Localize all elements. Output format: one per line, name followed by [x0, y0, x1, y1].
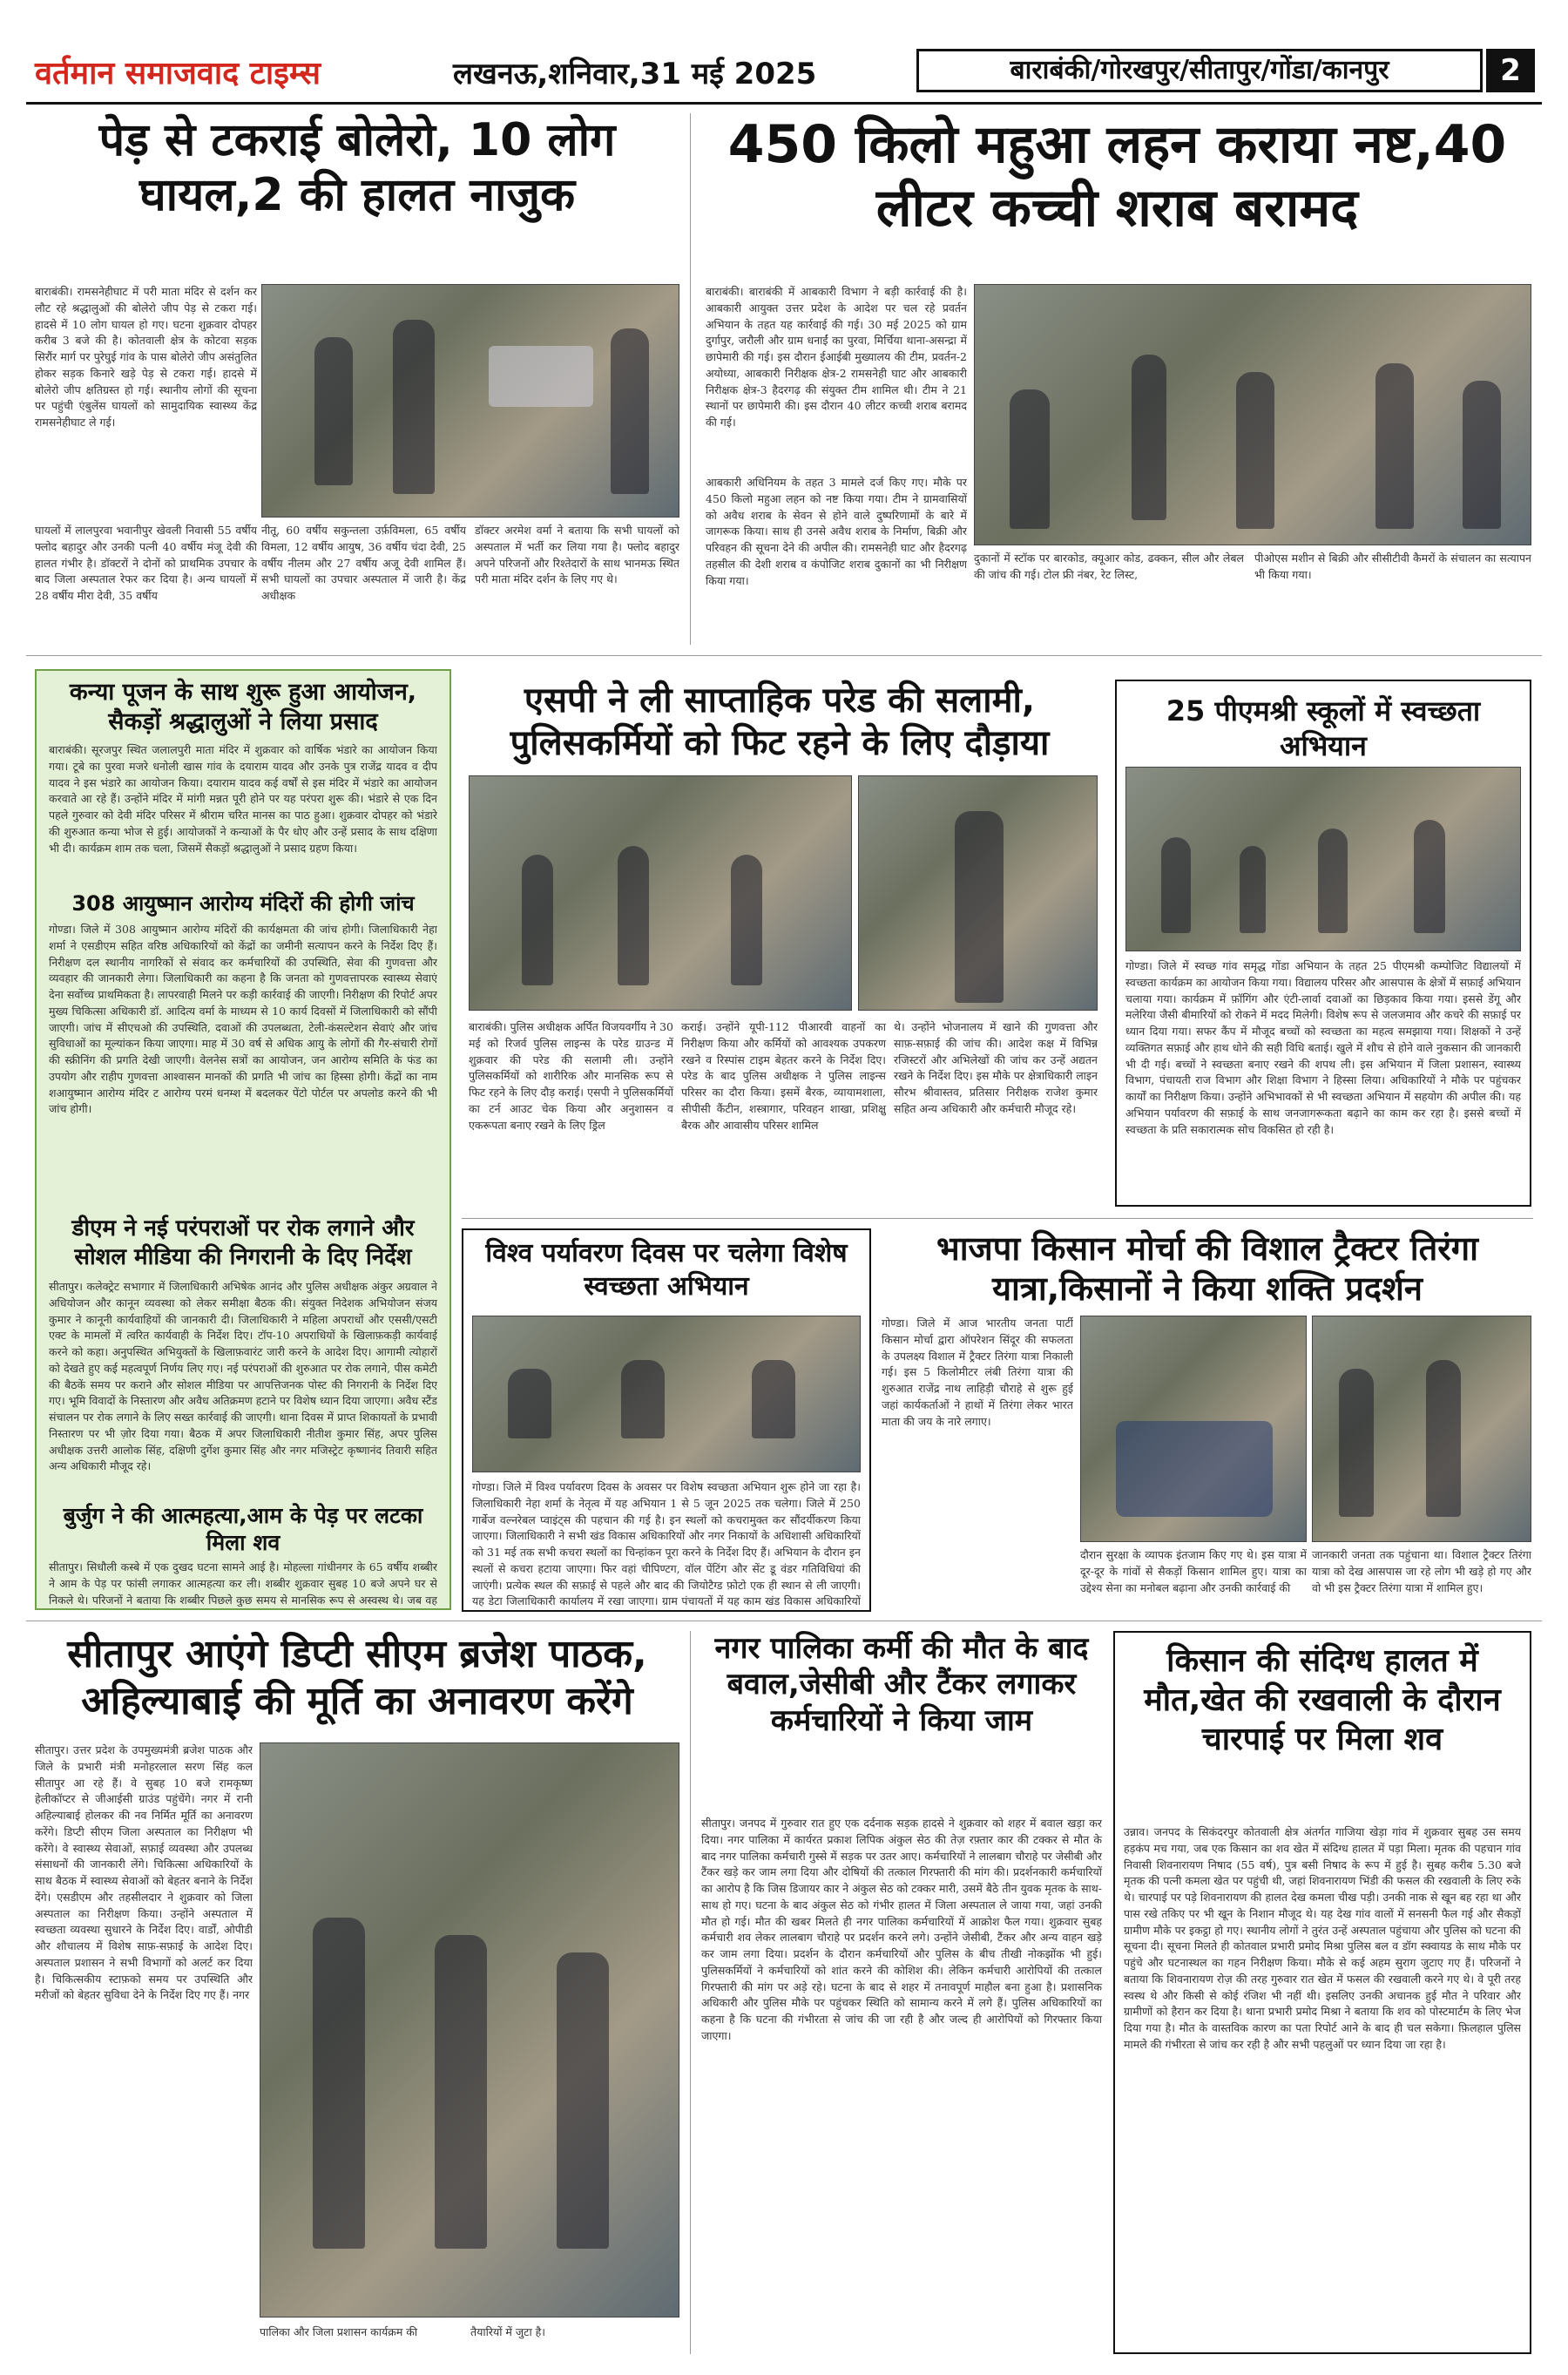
story7-body-c: थे। उन्होंने भोजनालय में खाने की गुणवत्ता और साफ़-सफ़ाई की जांच की। आदेश कक्ष में विभिन्न रजिस्टरों और अभिलेखों की जांच कर उन्हें अद्यतन रखने के निर्देश दिए। इस मौके पर क्षेत्राधिकारी लाइन सौरभ श्रीवास्तव, प्रतिसार निरीक्षक राजेश कुमार सहित अन्य अधिकारी और कर्मचारी मौजूद रहे। — [894, 1020, 1098, 1115]
dateline: लखनऊ,शनिवार,31 मई 2025 — [453, 57, 817, 91]
story12-body: सीतापुर। जनपद में गुरुवार रात हुए एक दर्दनाक सड़क हादसे ने शुक्रवार को शहर में बवाल खड़ा कर दिया। नगर पालिका में कार्यरत प्रकाश लिपिक अंकुल सेठ की तेज़ रफ़्तार कार की टक्कर से मौत के बाद नगर पालिका कर्मचारी गुस्से में सड़क पर उतर आए। कर्मचारियों ने लालबाग चौराहे पर जेसीबी और टैंकर खड़े कर जाम लगा दिया और दोषियों की तत्काल गिरफ्तारी की मांग की। प्रदर्शनकारी कर्मचारियों का आरोप है कि जिस डिजायर कार ने अंकुल सेठ को टक्कर मारी, उसमें बैठे तीन युवक मृतक के साथ-साथ हो गए। घटना के बाद अंकुल सेठ को गंभीर हालत में जिला अस्पताल ले जाया गया, जहां उनकी मौत हो गई। मौत की खबर मिलते ही नगर पालिका कर्मचारियों में आक्रोश फैल गया। शुक्रवार सुबह कर्मचारी शव लेकर लालबाग चौराहे पर प्रदर्शन करने लगे। उन्होंने जेसीबी, टैंकर और अन्य वाहन खड़े कर जाम लगा दिया। प्रदर्शन के दौरान कर्मचारियों और पुलिस के बीच तीखी नोकझोंक भी हुई। पुलिसकर्मियों ने कर्मचारियों को शांत करने की कोशिश की। लेकिन कर्मचारी आरोपियों की तत्काल गिरफ्तारी की मांग पर अड़े रहे। घटना के बाद से शहर में तनावपूर्ण माहौल बना हुआ है। प्रशासनिक अधिकारी और पुलिस मौके पर पहुंचकर स्थिति को सामान्य करने में लगे हैं। पुलिस अधिकारियों का कहना है कि घटना की गंभीरता से जांच की जा रही है और जल्द ही आरोपियों को गिरफ्तार किया जाएगा। — [701, 1817, 1102, 2042]
story1-accident-photo — [261, 284, 679, 518]
story9-meeting-photo — [472, 1316, 861, 1472]
story1-body-a: बाराबंकी। रामसनेहीघाट में परी माता मंदिर से दर्शन कर लौट रहे श्रद्धालुओं की बोलेरो जीप पेड़ से टकरा गई। हादसे में 10 लोग घायल हो गए। घटना शुक्रवार दोपहर करीब 3 बजे की है। कोतवाली क्षेत्र के कोटवा सड़क सिरौंर मार्ग पर पुरेघुई गांव के पास बोलेरो जीप असंतुलित होकर सड़क किनारे खड़े पेड़ से टकरा गई। हादसे में बोलेरो जीप क्षतिग्रस्त हो गई। स्थानीय लोगों की सूचना पर पहुंची एंबुलेंस घायलों को सामुदायिक स्वास्थ्य केंद्र रामसनेहीघाट ले गई। — [35, 285, 257, 429]
story13-headline: किसान की संदिग्ध हालत में मौत,खेत की रखवाली के दौरान चारपाई पर मिला शव — [1144, 1643, 1501, 1757]
story1-body-b: घायलों में लालपुरवा भवानीपुर खेवली निवासी 55 वर्षीय फ्लोद बहादुर और उनकी पत्नी 40 वर्षीय मंजू देवी की हालत गंभीर है। डॉक्टरों ने दोनों को प्राथमिक उपचार के बाद जिला अस्पताल रेफर कर दिया है। अन्य घायलों में 28 वर्षीय मीरा देवी, 35 वर्षीय — [35, 524, 257, 602]
story13-body: उन्नाव। जनपद के सिकंदरपुर कोतवाली क्षेत्र अंतर्गत गाजिया खेड़ा गांव में शुक्रवार सुबह उस समय हड़कंप मच गया, जब एक किसान का शव खेत में संदिग्ध हालत में पड़ा मिला। मृतक की पहचान गांव निवासी शिवनारायण निषाद (55 वर्ष), पुत्र बसी निषाद के रूप में हुई है। सुबह करीब 5.30 बजे मृतक की पत्नी कमला खेत पर पहुंची थी, जहां शिवनारायण भिंडी की फसल की रखवाली के लिए रुके थे। चारपाई पर पड़े शिवनारायण की हालत देख कमला चीख पड़ी। उनकी नाक से खून बह रहा था और पास रखे तकिए पर भी खून के निशान मौजूद थे। यह देख गांव वालों में सनसनी फैल गई और सैकड़ों ग्रामीण मौके पर इकट्ठा हो गए। स्थानीय लोगों ने तुरंत उन्हें अस्पताल पहुंचाया और पुलिस को घटना की सूचना दी। सूचना मिलते ही कोतवाल प्रभारी प्रमोद मिश्रा पुलिस बल व डॉग स्क्वायड के साथ मौके पर पहुंचे और घटनास्थल का गहन निरीक्षण किया। मौके से कई अहम सुराग जुटाए गए हैं। परिजनों ने बताया कि शिवनारायण रोज़ की तरह गुरुवार रात खेत में फसल की रखवाली करने गए थे। वे पूरी तरह स्वस्थ थे और किसी से कोई रंजिश भी नहीं थी। इसलिए उनकी अचानक हुई मौत ने परिवार और ग्रामीणों को हैरान कर दिया है। थाना प्रभारी प्रमोद मिश्रा ने बताया कि शव को पोस्टमार्टम के लिए भेज दिया गया है। मौत के वास्तविक कारण का पता रिपोर्ट आने के बाद ही चल सकेगा। फ़िलहाल पुलिस मामले की गंभीरता से जांच कर रही है और सभी पहलुओं पर ध्यान दिया जा रहा है। — [1124, 1825, 1521, 2051]
story1-body-c: नीतू, 60 वर्षीय सकुन्तला उर्फ़विमला, 65 वर्षीय विमला, 12 वर्षीय आयुष, 36 वर्षीय चंदा देवी, 25 वर्षीय नीलम और 27 वर्षीय अजू देवी शामिल हैं। सभी घायलों का उपचार अस्पताल में जारी है। केंद्र अधीक्षक — [261, 524, 466, 602]
story4-headline: 308 आयुष्मान आरोग्य मंदिरों की होगी जांच — [71, 891, 415, 916]
section-divider — [26, 655, 1542, 656]
story2-caption-b: पीओएस मशीन से बिक्री और सीसीटीवी कैमरों के संचालन का सत्यापन भी किया गया। — [1254, 551, 1531, 581]
story11-hospital-photo — [260, 1742, 679, 2317]
story10-body-a: गोण्डा। जिले में आज भारतीय जनता पार्टी किसान मोर्चा द्वारा ऑपरेशन सिंदूर की सफलता के उपलक्ष्य विशाल में ट्रैक्टर तिरंगा यात्रा निकाली गई। इस 5 किलोमीटर लंबी तिरंगा यात्रा की शुरुआत राजेंद्र नाथ लाहिड़ी चौराहे से शुरू हुई जहां कार्यकर्ताओं ने हाथों में तिरंगा लेकर भारत माता की जय के नारे लगाए। — [882, 1316, 1073, 1428]
story3-headline: कन्या पूजन के साथ शुरू हुआ आयोजन, सैकड़ों श्रद्धालुओं ने लिया प्रसाद — [69, 679, 417, 735]
page-number: 2 — [1486, 49, 1535, 92]
story12-headline: नगर पालिका कर्मी की मौत के बाद बवाल,जेसीबी और टैंकर लगाकर कर्मचारियों ने किया जाम — [714, 1631, 1089, 1738]
column-divider — [690, 113, 691, 645]
story10-headline: भाजपा किसान मोर्चा की विशाल ट्रैक्टर तिरंगा यात्रा,किसानों ने किया शक्ति प्रदर्शन — [936, 1229, 1479, 1309]
story2-caption-a: दुकानों में स्टॉक पर बारकोड, क्यूआर कोड, ढक्कन, सील और लेबल की जांच की गई। टोल फ्री नंबर, रेट लिस्ट, — [974, 551, 1244, 581]
section-divider — [462, 1218, 1533, 1219]
story6-body: सीतापुर। सिधौली कस्बे में एक दुखद घटना सामने आई है। मोहल्ला गांधीनगर के 65 वर्षीय शब्बीर ने आम के पेड़ पर फांसी लगाकर आत्महत्या कर ली। शब्बीर शुक्रवार सुबह 10 बजे अपने घर से निकले थे। परिजनों ने बताया कि शब्बीर पिछले कुछ समय से मानसिक रूप से अस्वस्थ थे। जब वह — [49, 1560, 437, 1607]
story2-raid-photo — [974, 284, 1531, 545]
story7-body-b: कराई। उन्होंने यूपी-112 पीआरवी वाहनों का निरीक्षण किया और कर्मियों को आवश्यक उपकरण रखने व रिस्पांस टाइम बेहतर करने के निर्देश दिए। परेड के बाद पुलिस अधीक्षक ने पुलिस लाइन्स परिसर का दौरा किया। इसमें बैरक, व्यायामशाला, सीपीसी कैंटीन, शस्त्रागार, परिवहन शाखा, प्रशिक्षु बैरक और आवासीय परिसर शामिल — [681, 1020, 886, 1132]
story8-headline: 25 पीएमश्री स्कूलों में स्वच्छता अभियान — [1166, 694, 1481, 762]
story11-headline: सीतापुर आएंगे डिप्टी सीएम ब्रजेश पाठक, अहिल्याबाई की मूर्ति का अनावरण करेंगे — [67, 1632, 647, 1723]
story7-body-a: बाराबंकी। पुलिस अधीक्षक अर्पित विजयवर्गीय ने 30 मई को रिजर्व पुलिस लाइन्स के परेड ग्राउन्ड में शुक्रवार की परेड की सलामी ली। उन्होंने पुलिसकर्मियों को शारीरिक और मानसिक रूप से फिट रहने के लिए दौड़ कराई। एसपी ने पुलिसकर्मियों का टर्न आउट चेक किया और अनुशासन व एकरूपता बनाए रखने के लिए ड्रिल — [469, 1020, 673, 1132]
story3-body: बाराबंकी। सूरजपुर स्थित जलालपुरी माता मंदिर में शुक्रवार को वार्षिक भंडारे का आयोजन किया गया। टूबे का पुरवा मजरे धनोली खास गांव के दयाराम यादव और उनके पुत्र राजेंद्र यादव व दीप यादव ने इस भंडारे का आयोजन किया। दयाराम यादव कई वर्षों से इस मंदिर में भंडारे का आयोजन करवाते आ रहे हैं। उन्होंने मंदिर में मांगी मन्नत पूरी होने पर यह परंपरा शुरू की। भंडारे से एक दिन पहले गुरुवार को देवी मंदिर परिसर में श्रीराम चरित मानस का पाठ हुआ। शुक्रवार दोपहर को भंडारे की शुरुआत कन्या भोज से हुई। आयोजकों ने कन्याओं के पैर धोए और उन्हें प्रसाद के साथ दक्षिणा भी दी। कार्यक्रम शाम तक चला, जिसमें सैकड़ों श्रद्धालुओं ने प्रसाद ग्रहण किया। — [49, 743, 437, 855]
story4-body: गोण्डा। जिले में 308 आयुष्मान आरोग्य मंदिरों की कार्यक्षमता की जांच होगी। जिलाधिकारी नेहा शर्मा ने एसडीएम सहित वरिष्ठ अधिकारियों को केंद्रों का जमीनी सत्यापन करने के निर्देश दिए हैं। निरीक्षण दल स्थानीय नागरिकों से संवाद कर कर्मचारियों की उपस्थिति, सेवा की गुणवत्ता और व्यवहार की जानकारी लेगा। जिलाधिकारी का कहना है कि जनता को गुणवत्तापरक स्वास्थ्य सेवाएं देना सर्वोच्च प्राथमिकता है। लापरवाही मिलने पर कड़ी कार्रवाई की जाएगी। निरीक्षण की रिपोर्ट अपर मुख्य चिकित्सा अधिकारी डॉ. आदित्य वर्मा के माध्यम से 10 कार्य दिवसों में जिलाधिकारी को सौंपी जाएगी। जांच में सीएचओ की उपस्थिति, दवाओं की उपलब्धता, टेली-कंसल्टेशन सेवाएं और जांच सुविधाओं का मूल्यांकन किया जाएगा। माह में 30 वर्ष से अधिक आयु के लोगों की गैर-संचारी रोगों की स्क्रीनिंग की प्रगति देखी जाएगी। वेलनेस सत्रों का आयोजन, जन आरोग्य समिति के फंड का उपयोग और राहीप गुणवत्ता आश्वासन मानकों की प्रगति भी जांच का हिस्सा होगी। केंद्रों का नाम शआयुष्मान आरोग्य मंदिर ट आरोग्य परमं धनम्श में बदलकर पेंटो पोर्टल पर अपलोड करने की भी जांच होगी। — [49, 923, 437, 1116]
story1-headline: पेड़ से टकराई बोलेरो, 10 लोग घायल,2 की हालत नाजुक — [98, 114, 616, 222]
story2-body-a: बाराबंकी। बाराबंकी में आबकारी विभाग ने बड़ी कार्रवाई की है। आबकारी आयुक्त उत्तर प्रदेश के आदेश पर चल रहे प्रवर्तन अभियान के तहत यह कार्रवाई की गई। 30 मई 2025 को ग्राम दुर्गापुर, जरौली और ग्राम धनाईं का पुरवा, मिर्चिया थाना-असन्द्रा में छापेमारी की गई। इस दौरान ईआईबी मुख्यालय की टीम, प्रवर्तन-2 अयोध्या, आबकारी निरीक्षक क्षेत्र-2 रामसनेही घाट और आबकारी निरीक्षक क्षेत्र-3 हैदरगढ़ की संयुक्त टीम शामिल थी। टीम ने 21 स्थानों पर छापेमारी की। इस दौरान 40 लीटर कच्ची शराब बरामद की गई। — [706, 285, 967, 429]
story9-headline: विश्व पर्यावरण दिवस पर चलेगा विशेष स्वच्छता अभियान — [485, 1238, 848, 1302]
story5-headline: डीएम ने नई परंपराओं पर रोक लगाने और सोशल मीडिया की निगरानी के दिए निर्देश — [71, 1215, 415, 1270]
story6-headline: बुर्जुग ने की आत्महत्या,आम के पेड़ पर लटका मिला शव — [63, 1503, 423, 1556]
story8-body: गोण्डा। जिले में स्वच्छ गांव समृद्ध गोंडा अभियान के तहत 25 पीएमश्री कम्पोजिट विद्यालयों में स्वच्छता कार्यक्रम का आयोजन किया गया। विद्यालय परिसर और आसपास के क्षेत्रों में सफ़ाई अभियान चलाया गया। कार्यक्रम में फ़ॉगिंग और एंटी-लार्वा दवाओं का छिड़काव किया गया। इससे डेंगू और मलेरिया जैसी बीमारियों को रोकने में मदद मिलेगी। विशेष रूप से जलजमाव और कचरे की सफ़ाई पर ध्यान दिया गया। सफर कैंप में मौजूद बच्चों को स्वच्छता का महत्व समझाया गया। शिक्षकों ने उन्हें व्यक्तिगत सफ़ाई और हाथ धोने की सही विधि बताई। खुले में शौच से होने वाले नुकसान की जानकारी भी दी गई। बच्चों ने स्वच्छता बनाए रखने की शपथ ली। इस अभियान में जिला प्रशासन, स्वास्थ्य विभाग, पंचायती राज विभाग और शिक्षा विभाग ने हिस्सा लिया। अधिकारियों ने मौके पर पहुंचकर कार्यों का निरीक्षण किया। उन्होंने अभिभावकों से भी स्वच्छता अभियान में सहयोग की अपील की। यह अभियान पर्यावरण की सफ़ाई के साथ जनजागरूकता बढ़ाने का काम कर रहा है। इससे बच्चों में स्वच्छता के प्रति सकारात्मक सोच विकसित हो रही है। — [1125, 959, 1521, 1136]
story7-parade-photo-a — [469, 775, 852, 1011]
edition-cities: बाराबंकी/गोरखपुर/सीतापुर/गोंडा/कानपुर — [916, 49, 1483, 92]
story8-school-photo — [1125, 767, 1521, 951]
story1-body-d: डॉक्टर अरमेश वर्मा ने बताया कि सभी घायलों को अस्पताल में भर्ती कर लिया गया है। फ्लोद बहादुर अपने परिजनों और रिश्तेदारों के साथ भानमऊ स्थित परी माता मंदिर दर्शन के लिए गए थे। — [475, 524, 679, 586]
story11-body: सीतापुर। उत्तर प्रदेश के उपमुख्यमंत्री ब्रजेश पाठक और जिले के प्रभारी मंत्री मनोहरलाल सरण सिंह कल सीतापुर आ रहे हैं। वे सुबह 10 बजे रामकृष्ण हेलीकॉप्टर से जीआईसी ग्राउंड पहुंचेंगे। नगर में रानी अहिल्याबाई होलकर की नव निर्मित मूर्ति का अनावरण करेंगे। डिप्टी सीएम जिला अस्पताल का निरीक्षण भी करेंगे। वे स्वास्थ्य सेवाओं, सफ़ाई व्यवस्था और उपलब्ध संसाधनों की जानकारी लेंगे। चिकित्सा अधिकारियों के साथ बैठक में स्वास्थ्य सेवाओं को बेहतर बनाने के निर्देश देंगे। एसडीएम और तहसीलदार ने शुक्रवार को जिला अस्पताल का निरीक्षण किया। उन्होंने अस्पताल में स्वच्छता व्यवस्था सुधारने के निर्देश दिए। वार्डों, ओपीडी और शौचालय में विशेष साफ़-सफ़ाई के आदेश दिए। अस्पताल प्रशासन ने सभी विभागों को अलर्ट कर दिया है। चिकित्सकीय स्टाफ़को समय पर उपस्थिति और मरीजों को बेहतर सुविधा देने के निर्देश दिए गए हैं। नगर — [35, 1743, 253, 2002]
story10-tractor-photo-a — [1080, 1316, 1307, 1542]
story5-body: सीतापुर। कलेक्ट्रेट सभागार में जिलाधिकारी अभिषेक आनंद और पुलिस अधीक्षक अंकुर अग्रवाल ने अधियोजन और कानून व्यवस्था को लेकर समीक्षा बैठक की। संयुक्त निदेशक अभियोजन संजय कुमार ने कानूनी कार्यवाहियों की जानकारी दी। जिलाधिकारी ने महिला अपराधों और एससी/एसटी एक्ट के मामलों में त्वरित कार्यवाही के निर्देश दिए। टॉप-10 अपराधियों के खिलाफ़कड़ी कार्यवाई करने को कहा। अनुपस्थित अभियुक्तों के खिलाफ़वारंट जारी करने के आदेश दिए। आगामी त्योहारों को देखते हुए कई महत्वपूर्ण निर्णय लिए गए। नई परंपराओं की शुरुआत पर रोक लगाने, पीस कमेटी की बैठकें समय पर कराने और सोशल मीडिया पर आपत्तिजनक पोस्ट की निगरानी के निर्देश दिए गए। भूमि विवादों के निस्तारण और अवैध अतिक्रमण हटाने पर विशेष ध्यान दिया जाएगा। अवैध स्टैंड संचालन पर रोक लगाने के लिए सख्त कार्रवाई की जाएगी। थाना दिवस में प्राप्त शिकायतों के प्रभावी निस्तारण पर भी ज़ोर दिया गया। बैठक में अपर जिलाधिकारी नीतीश कुमार सिंह, अपर पुलिस अधीक्षक उत्तरी आलोक सिंह, दक्षिणी दुर्गेश कुमार सिंह और नगर मजिस्ट्रेट कृष्णानंद तिवारी सहित अन्य अधिकारी मौजूद रहे। — [49, 1280, 437, 1473]
story10-caption-b: जानकारी जनता तक पहुंचाना था। विशाल ट्रैक्टर तिरंगा यात्रा को देख आसपास जा रहे लोग भी खड़े हो गए और वो भी इस ट्रैक्टर तिरंगा यात्रा में शामिल हुए। — [1312, 1548, 1531, 1594]
column-divider — [690, 1631, 691, 2354]
story11-caption-a: पालिका और जिला प्रशासन कार्यक्रम की — [260, 2325, 418, 2338]
story7-parade-photo-b — [858, 775, 1098, 1011]
story2-headline: 450 किलो महुआ लहन कराया नष्ट,40 लीटर कच्ची शराब बरामद — [727, 114, 1507, 240]
story10-tractor-photo-b — [1312, 1316, 1531, 1542]
story7-headline: एसपी ने ली साप्ताहिक परेड की सलामी, पुलिसकर्मियों को फिट रहने के लिए दौड़ाया — [510, 680, 1050, 763]
story11-caption-b: तैयारियों में जुटा है। — [470, 2325, 546, 2338]
newspaper-brand: वर्तमान समाजवाद टाइम्स — [35, 55, 321, 91]
story2-body-b: आबकारी अधिनियम के तहत 3 मामले दर्ज किए गए। मौके पर 450 किलो महुआ लहन को नष्ट किया गया। टीम ने ग्रामवासियों को अवैध शराब के सेवन से होने वाले दुष्परिणामों के बारे में जागरूक किया। साथ ही उनसे अवैध शराब के निर्माण, बिक्री और परिवहन की सूचना देने की अपील की। रामसनेही घाट और हैदरगढ़ तहसील की देशी शराब व कंपोजिट शराब दुकानों का भी निरीक्षण किया गया। — [706, 475, 967, 646]
story10-caption-a: दौरान सुरक्षा के व्यापक इंतजाम किए गए थे। इस यात्रा में दूर-दूर के गांवों से सैकड़ों किसान शामिल हुए। यात्रा का उद्देश्य सेना का मनोबल बढ़ाना और उनकी कार्रवाई की — [1080, 1548, 1307, 1594]
story9-body: गोण्डा। जिले में विश्व पर्यावरण दिवस के अवसर पर विशेष स्वच्छता अभियान शुरू होने जा रहा है। जिलाधिकारी नेहा शर्मा के नेतृत्व में यह अभियान 1 से 5 जून 2025 तक चलेगा। जिले में 250 गार्बेज वल्नरेबल प्वाइंट्स की पहचान की गई है। इन स्थलों को कचरामुक्त कर सौंदर्यीकरण किया जाएगा। जिलाधिकारी ने सभी खंड विकास अधिकारियों और नगर निकायों के अधिशासी अधिकारियों को 31 मई तक सभी कचरा स्थलों का चिन्हांकन पूरा करने के निर्देश दिए हैं। अभियान के दौरान इन स्थलों से कचरा हटाया जाएगा। फिर वहां चीपिण्टग, वॉल पेंटिंग और सेंट डू वंडर गतिविधियां की जाएंगी। प्रत्येक स्थल की सफ़ाई से पहले और बाद की जियोटैग्ड फ़ोटो एक ही स्थान से ली जाएगी। यह डेटा जिलाधिकारी कार्यालय में रखा जाएगा। ग्राम पंचायतों में यह काम खंड विकास अधिकारियों — [472, 1480, 861, 1608]
